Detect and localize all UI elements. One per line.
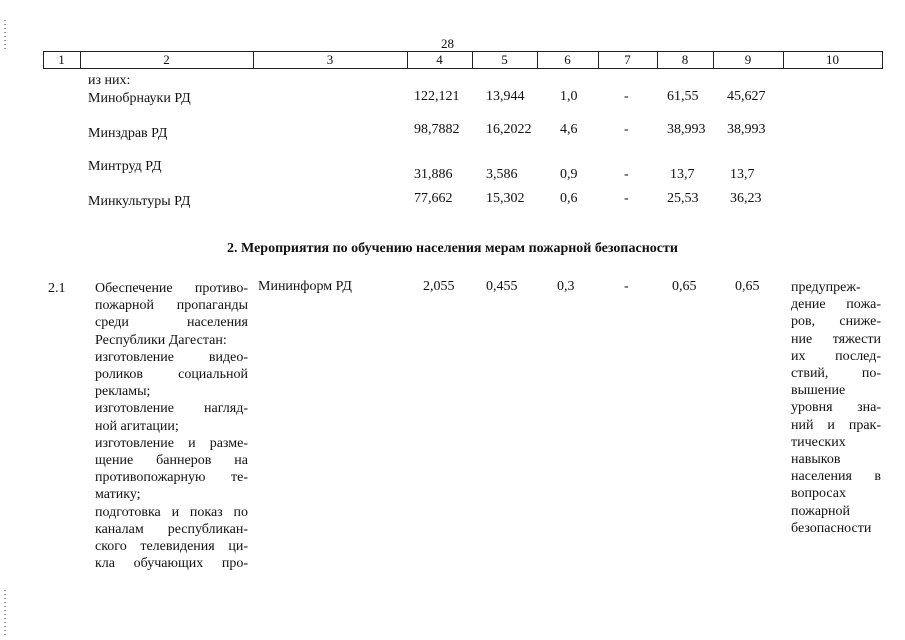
- description-line: Обеспечение противо-: [95, 281, 248, 296]
- cell-col5: 13,944: [486, 89, 525, 104]
- column-header-9: 9: [744, 52, 752, 67]
- cell-col4: 31,886: [414, 167, 453, 182]
- column-header-8: 8: [681, 52, 689, 67]
- cell-col6: 4,6: [560, 122, 578, 137]
- description-line: изготовление и разме-: [95, 435, 248, 451]
- cell-col9: 36,23: [730, 191, 762, 206]
- cell-col4: 77,662: [414, 191, 453, 206]
- ministry-name: Минтруд РД: [88, 159, 162, 174]
- cell-col9: 0,65: [735, 279, 760, 294]
- cell-col9: 38,993: [727, 122, 766, 137]
- cell-col7: -: [624, 191, 629, 206]
- result-line: пожарной: [791, 503, 851, 519]
- column-header-3: 3: [326, 52, 334, 67]
- section-title: 2. Мероприятия по обучению населения мерам пожарной безопасности: [227, 241, 678, 256]
- result-line: тических: [791, 434, 846, 450]
- description-line: изготовление видео-: [95, 349, 248, 365]
- ministry-name: Минобрнауки РД: [88, 91, 191, 106]
- cell-col6: 1,0: [560, 89, 578, 104]
- scan-edge-marks: [4, 590, 6, 635]
- cell-col8: 61,55: [667, 89, 699, 104]
- description-line: подготовка и показ по: [95, 504, 248, 520]
- description-line: ского телевидения ци-: [95, 539, 248, 555]
- description-line: каналам республикан-: [95, 521, 248, 537]
- result-line: ние тяжести: [791, 331, 881, 347]
- cell-col4: 122,121: [414, 89, 460, 104]
- column-header-6: 6: [564, 52, 571, 67]
- cell-col4: 98,7882: [414, 122, 460, 137]
- result-line: уровня зна-: [791, 400, 881, 416]
- result-line: их послед-: [791, 348, 881, 364]
- result-line: ствий, по-: [791, 366, 881, 382]
- executor: Мининформ РД: [258, 279, 352, 294]
- cell-col6: 0,6: [560, 191, 578, 206]
- column-header-2: 2: [163, 52, 170, 67]
- description-line: Республики Дагестан:: [95, 332, 227, 348]
- result-line: безопасности: [791, 520, 872, 536]
- description-line: кла обучающих про-: [95, 556, 248, 572]
- header-right-border: [882, 51, 883, 69]
- header-bottom-border: [43, 68, 883, 69]
- column-header-5: 5: [501, 52, 508, 67]
- result-line: предупреж-: [791, 280, 861, 295]
- result-line: ров, сниже-: [791, 314, 881, 330]
- result-line: дение пожа-: [791, 297, 881, 313]
- column-header-1: 1: [58, 52, 65, 67]
- cell-col8: 13,7: [670, 167, 695, 182]
- cell-col8: 38,993: [667, 122, 706, 137]
- result-line: вышение: [791, 383, 846, 399]
- result-line: вопросах: [791, 486, 846, 502]
- subheader-text: из них:: [88, 73, 131, 88]
- ministry-name: Минздрав РД: [88, 126, 168, 141]
- cell-col5: 16,2022: [486, 122, 532, 137]
- description-line: матику;: [95, 487, 141, 503]
- description-line: среди населения: [95, 315, 248, 331]
- result-line: ний и прак-: [791, 417, 881, 433]
- description-line: противопожарную те-: [95, 470, 248, 486]
- cell-col4: 2,055: [423, 279, 455, 294]
- cell-col5: 15,302: [486, 191, 525, 206]
- cell-col5: 3,586: [486, 167, 518, 182]
- result-line: населения в: [791, 469, 881, 485]
- item-number: 2.1: [48, 281, 66, 296]
- cell-col9: 13,7: [730, 167, 755, 182]
- description-line: ной агитации;: [95, 418, 179, 434]
- item-description: [95, 280, 248, 572]
- cell-col6: 0,9: [560, 167, 578, 182]
- cell-col7: -: [624, 89, 629, 104]
- cell-col8: 0,65: [672, 279, 697, 294]
- description-line: рекламы;: [95, 384, 151, 400]
- result-line: навыков: [791, 452, 841, 468]
- scan-edge-marks: [4, 20, 6, 50]
- item-result: [791, 279, 881, 537]
- cell-col7: -: [624, 167, 629, 182]
- column-header-7: 7: [624, 52, 631, 67]
- description-line: изготовление нагляд-: [95, 401, 248, 417]
- cell-col7: -: [624, 122, 629, 137]
- description-line: пожарной пропаганды: [95, 298, 248, 314]
- ministry-name: Минкультуры РД: [88, 194, 191, 209]
- page-number: 28: [441, 36, 454, 51]
- description-line: роликов социальной: [95, 367, 248, 383]
- column-header-4: 4: [436, 52, 443, 67]
- column-header-10: 10: [826, 52, 839, 67]
- cell-col6: 0,3: [557, 279, 575, 294]
- cell-col5: 0,455: [486, 279, 518, 294]
- cell-col8: 25,53: [667, 191, 699, 206]
- cell-col7: -: [624, 279, 629, 294]
- description-line: щение баннеров на: [95, 453, 248, 469]
- cell-col9: 45,627: [727, 89, 766, 104]
